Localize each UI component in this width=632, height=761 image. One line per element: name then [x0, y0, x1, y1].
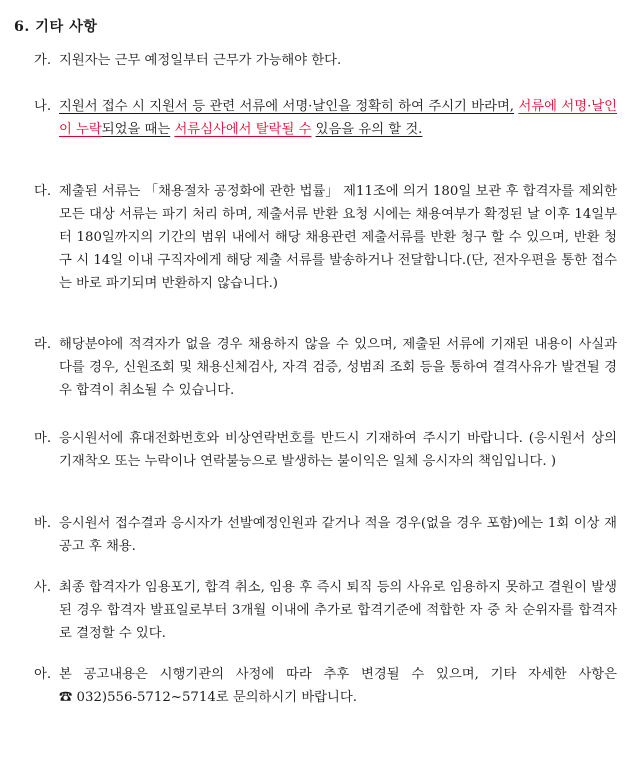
warning-text: 서류에 서명·날인이 누락 [59, 99, 617, 137]
item-text: 최종 합격자가 임용포기, 합격 취소, 임용 후 즉시 퇴직 등의 사유로 임용하지 못하고 결원이 발생된 경우 합격자 발표일로부터 3개월 이내에 추가로 합격기준에 적합한 자 중 차 순위자를 합격자로 결정할 수 있다. [59, 580, 617, 641]
underlined-text: 되었을 때는 [101, 122, 171, 137]
item-da [34, 180, 617, 295]
item-sa [34, 576, 617, 645]
item-marker: 라. [34, 337, 52, 352]
item-text [59, 95, 617, 141]
item-ra [34, 333, 617, 402]
item-marker: 마. [34, 431, 52, 446]
item-marker: 가. [34, 53, 52, 68]
item-main-text: 응시원서에 휴대전화번호와 비상연락번호를 반드시 기재하여 주시기 바랍니다. [59, 431, 523, 446]
phone-number: 032)556-5712~5714 [76, 690, 216, 705]
section-title: 6. 기타 사항 [14, 19, 98, 35]
item-na [34, 95, 617, 141]
item-text-before: 본 공고내용은 시행기관의 사정에 따라 추후 변경될 수 있으며, 기타 자세한 사항은 [59, 667, 617, 682]
item-a [34, 663, 617, 709]
item-marker: 바. [34, 516, 52, 531]
item-text [59, 427, 617, 473]
item-text: 지원자는 근무 예정일부터 근무가 가능해야 한다. [59, 53, 342, 68]
item-text-after: 로 문의하시기 바랍니다. [215, 690, 357, 705]
phone-icon: ☎ [59, 690, 73, 705]
item-marker: 아. [34, 667, 52, 682]
item-marker: 사. [34, 580, 52, 595]
item-text: 제출된 서류는 「채용절차 공정화에 관한 법률」 제11조에 의거 180일 보관 후 합격자를 제외한 모든 대상 서류는 파기 처리 하며, 제출서류 반환 요청 시에는 채용여부가 확정된 날 이후 14일부터 180일까지의 기간의 범위 내에서 해당 채용관련 제출서류를 반환 청구 할 수 있으며, 반환 청구 시 14일 이내 구직자에게 해당 제출 서류를 발송하거나 전달합니다.(단, 전자우편을 통한 접수는 바로 파기되며 반환하지 않습니다.) [59, 184, 617, 291]
item-ma [34, 427, 617, 473]
item-note-text: (응시원서 상의 기재착오 또는 누락이나 연락불능으로 발생하는 불이익은 일체 응시자의 책임입니다. ) [59, 431, 618, 469]
underlined-text: 지원서 접수 시 지원서 등 관련 서류에 서명·날인을 정확히 하여 주시기 바라며, [59, 99, 515, 114]
item-marker: 나. [34, 99, 52, 114]
item-ga [34, 49, 617, 72]
underlined-text: 있음을 유의 할 것. [315, 122, 423, 137]
item-ba [34, 512, 617, 558]
contact-phone [59, 690, 357, 705]
warning-text: 서류심사에서 탈락될 수 [174, 122, 312, 137]
item-text: 응시원서 접수결과 응시자가 선발예정인원과 같거나 적을 경우(없을 경우 포함)에는 1회 이상 재공고 후 채용. [59, 516, 617, 554]
item-text [59, 663, 617, 709]
item-marker: 다. [34, 184, 52, 199]
item-text: 해당분야에 적격자가 없을 경우 채용하지 않을 수 있으며, 제출된 서류에 기재된 내용이 사실과 다를 경우, 신원조회 및 채용신체검사, 자격 검증, 성범죄 조회 등을 통하여 결격사유가 발견될 경우 합격이 취소될 수 있습니다. [59, 337, 617, 398]
